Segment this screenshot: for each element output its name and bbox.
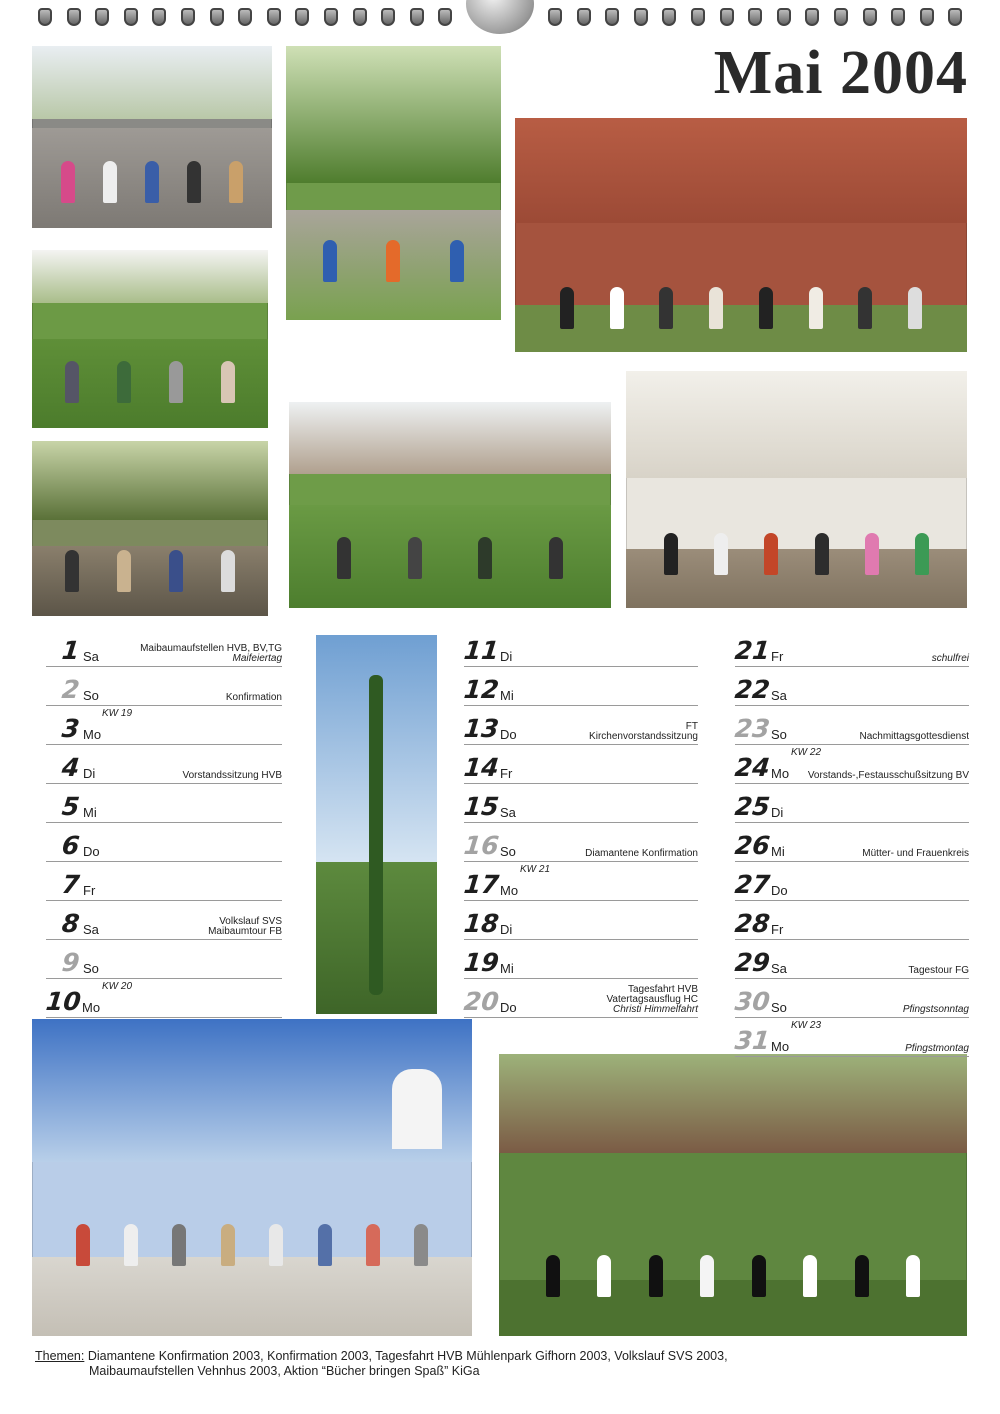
- day-number: 31: [733, 1026, 772, 1055]
- day-number: 19: [462, 948, 501, 977]
- day-number: 4: [60, 753, 81, 782]
- holiday-text: Maifeiertag: [232, 653, 282, 664]
- day-number: 21: [733, 636, 772, 665]
- calendar-hanger: [466, 0, 534, 34]
- weekday: Di: [500, 922, 513, 937]
- weekday: Mo: [83, 727, 102, 742]
- weekday: Di: [500, 649, 513, 664]
- day-number: 3: [60, 714, 81, 743]
- calendar-day-row: [464, 706, 698, 745]
- day-number: 8: [60, 909, 81, 938]
- day-number: 2: [60, 675, 81, 704]
- binding-ring: [353, 8, 367, 26]
- day-events: [932, 654, 969, 664]
- weekday: Do: [500, 1000, 517, 1015]
- calendar-day-row: [464, 667, 698, 706]
- event-text: Maibaumaufstellen HVB, BV,TG: [140, 643, 282, 654]
- weekday: Di: [771, 805, 784, 820]
- event-text: Maibaumtour FB: [208, 926, 282, 937]
- day-events: [808, 771, 969, 781]
- holiday-text: Christi Himmelfahrt: [612, 1004, 698, 1015]
- weekday: Do: [771, 883, 788, 898]
- event-text: Mütter- und Frauenkreis: [862, 848, 969, 859]
- day-number: 28: [733, 909, 772, 938]
- event-text: Vatertagsausflug HC: [606, 994, 698, 1005]
- day-events: [208, 917, 282, 937]
- day-number: 22: [733, 675, 772, 704]
- calendar-day-row: [735, 667, 969, 706]
- binding-ring: [381, 8, 395, 26]
- weekday: Mi: [771, 844, 785, 859]
- binding-ring: [438, 8, 452, 26]
- calendar-day-row: [464, 979, 698, 1018]
- weekday: Sa: [771, 961, 787, 976]
- day-events: [905, 1044, 969, 1054]
- event-text: Konfirmation: [225, 692, 282, 703]
- calendar-day-row: [46, 940, 282, 979]
- weekday: Mo: [771, 1039, 790, 1054]
- weekday: Fr: [83, 883, 96, 898]
- photo-konfirmation-group: [499, 1054, 967, 1336]
- day-number: 7: [60, 870, 81, 899]
- calendar-day-row: [735, 1018, 969, 1057]
- photo-kiga-children-books: [626, 371, 967, 608]
- calendar-day-row: [46, 745, 282, 784]
- themes-line-1: Diamantene Konfirmation 2003, Konfirmation 2003, Tagesfahrt HVB Mühlenpark Gifhorn 2003, Volkslauf SVS 2003,: [87, 1349, 728, 1363]
- binding-ring: [891, 8, 905, 26]
- event-text: FT: [685, 721, 698, 732]
- calendar-day-row: [46, 667, 282, 706]
- day-events: [183, 771, 283, 781]
- binding-ring: [662, 8, 676, 26]
- holiday-text: schulfrei: [931, 653, 969, 664]
- weekday: Mi: [500, 961, 514, 976]
- weekday: So: [771, 727, 787, 742]
- photo-maibaum-field: [289, 402, 611, 608]
- binding-ring: [238, 8, 252, 26]
- weekday: Mi: [83, 805, 97, 820]
- binding-ring: [152, 8, 166, 26]
- calendar-column-2: [464, 628, 698, 1018]
- calendar-day-row: [735, 862, 969, 901]
- photo-tagesfahrt-muehlenpark: [32, 1019, 472, 1336]
- photo-volkslauf-children: [32, 46, 272, 228]
- binding-ring: [38, 8, 52, 26]
- calendar-week: KW 19: [102, 708, 133, 719]
- binding-ring: [67, 8, 81, 26]
- calendar-day-row: [735, 706, 969, 745]
- day-number: 30: [733, 987, 772, 1016]
- calendar-day-row: [46, 823, 282, 862]
- weekday: Sa: [83, 922, 99, 937]
- binding-ring: [834, 8, 848, 26]
- calendar-day-row: [46, 628, 282, 667]
- weekday: Fr: [771, 922, 784, 937]
- themes-line-2: Maibaumaufstellen Vehnhus 2003, Aktion “Bücher bringen Spaß” KiGa: [89, 1364, 480, 1378]
- holiday-text: Pfingstsonntag: [902, 1004, 969, 1015]
- weekday: So: [500, 844, 516, 859]
- weekday: Mo: [500, 883, 519, 898]
- day-number: 27: [733, 870, 772, 899]
- calendar-week: KW 23: [791, 1020, 822, 1031]
- day-number: 14: [462, 753, 501, 782]
- day-events: [908, 966, 969, 976]
- calendar-day-row: [46, 706, 282, 745]
- day-number: 13: [462, 714, 501, 743]
- calendar-week: KW 21: [520, 864, 551, 875]
- weekday: Sa: [771, 688, 787, 703]
- calendar-day-row: [46, 862, 282, 901]
- binding-ring: [324, 8, 338, 26]
- binding-ring: [948, 8, 962, 26]
- calendar-day-row: [735, 628, 969, 667]
- binding-ring: [577, 8, 591, 26]
- day-events: [226, 693, 282, 703]
- calendar-column-3: [735, 628, 969, 1057]
- binding-ring: [777, 8, 791, 26]
- binding-ring: [410, 8, 424, 26]
- binding-ring: [863, 8, 877, 26]
- calendar-week: KW 22: [791, 747, 822, 758]
- event-text: Tagestour FG: [908, 965, 969, 976]
- day-number: 18: [462, 909, 501, 938]
- binding-ring: [181, 8, 195, 26]
- themes-caption: [35, 1349, 975, 1379]
- weekday: Do: [500, 727, 517, 742]
- weekday: Mo: [771, 766, 790, 781]
- day-number: 9: [60, 948, 81, 977]
- binding-ring: [720, 8, 734, 26]
- event-text: Diamantene Konfirmation: [585, 848, 698, 859]
- day-events: [140, 644, 282, 664]
- calendar-day-row: [735, 901, 969, 940]
- day-events: [585, 849, 698, 859]
- weekday: Sa: [500, 805, 516, 820]
- photo-maibaum-pole: [316, 635, 437, 1014]
- themes-label: Themen:: [35, 1349, 85, 1363]
- day-number: 11: [462, 636, 501, 665]
- calendar-day-row: [735, 823, 969, 862]
- day-number: 23: [733, 714, 772, 743]
- photo-volkslauf-runners: [286, 46, 501, 320]
- calendar-day-row: [46, 784, 282, 823]
- day-number: 12: [462, 675, 501, 704]
- photo-diamantene-konfirmation: [515, 118, 967, 352]
- calendar-day-row: [46, 901, 282, 940]
- calendar-day-row: [464, 940, 698, 979]
- binding-ring: [634, 8, 648, 26]
- event-text: Volkslauf SVS: [219, 916, 282, 927]
- binding-ring: [267, 8, 281, 26]
- weekday: Fr: [500, 766, 513, 781]
- binding-ring: [920, 8, 934, 26]
- day-number: 5: [60, 792, 81, 821]
- binding-ring: [805, 8, 819, 26]
- day-number: 24: [733, 753, 772, 782]
- day-number: 16: [462, 831, 501, 860]
- calendar-week: KW 20: [102, 981, 133, 992]
- event-text: Vorstandssitzung HVB: [182, 770, 282, 781]
- day-events: [903, 1005, 969, 1015]
- day-number: 17: [462, 870, 501, 899]
- spiral-binding: [0, 0, 1000, 40]
- calendar-day-row: [464, 628, 698, 667]
- calendar-day-row: [735, 940, 969, 979]
- binding-ring: [548, 8, 562, 26]
- weekday: Do: [83, 844, 100, 859]
- weekday: So: [771, 1000, 787, 1015]
- day-number: 10: [44, 987, 83, 1016]
- weekday: So: [83, 961, 99, 976]
- day-number: 29: [733, 948, 772, 977]
- day-events: [859, 732, 969, 742]
- calendar-day-row: [464, 745, 698, 784]
- calendar-day-row: [464, 784, 698, 823]
- weekday: Fr: [771, 649, 784, 664]
- calendar-day-row: [464, 862, 698, 901]
- page-title: Mai 2004: [713, 39, 968, 107]
- photo-maibaum-decorating: [32, 250, 268, 428]
- binding-ring: [124, 8, 138, 26]
- day-number: 6: [60, 831, 81, 860]
- binding-ring: [748, 8, 762, 26]
- day-number: 20: [462, 987, 501, 1016]
- event-text: Kirchenvorstandssitzung: [589, 731, 698, 742]
- holiday-text: Pfingstmontag: [905, 1043, 969, 1054]
- calendar-day-row: [464, 901, 698, 940]
- photo-garden-table: [32, 441, 268, 616]
- day-number: 15: [462, 792, 501, 821]
- weekday: Mi: [500, 688, 514, 703]
- calendar-day-row: [735, 784, 969, 823]
- binding-ring: [295, 8, 309, 26]
- day-events: [589, 722, 698, 742]
- calendar-day-row: [735, 745, 969, 784]
- day-number: 1: [60, 636, 81, 665]
- day-events: [862, 849, 969, 859]
- binding-ring: [210, 8, 224, 26]
- event-text: Tagesfahrt HVB: [627, 984, 698, 995]
- day-events: [606, 985, 698, 1015]
- day-number: 26: [733, 831, 772, 860]
- calendar-day-row: [735, 979, 969, 1018]
- day-number: 25: [733, 792, 772, 821]
- weekday: Sa: [83, 649, 99, 664]
- calendar-day-row: [46, 979, 282, 1018]
- calendar-column-1: [46, 628, 282, 1018]
- binding-ring: [95, 8, 109, 26]
- weekday: Di: [83, 766, 96, 781]
- weekday: So: [83, 688, 99, 703]
- binding-ring: [605, 8, 619, 26]
- binding-ring: [691, 8, 705, 26]
- calendar-day-row: [464, 823, 698, 862]
- event-text: Vorstands-,Festausschußsitzung BV: [807, 770, 969, 781]
- event-text: Nachmittagsgottesdienst: [859, 731, 969, 742]
- weekday: Mo: [82, 1000, 101, 1015]
